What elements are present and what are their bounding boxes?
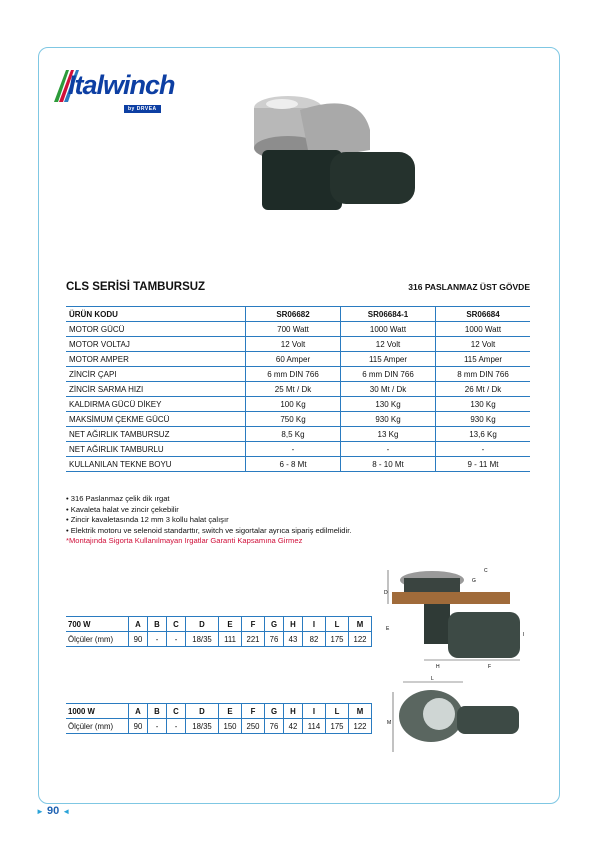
spec-value: 6 mm DIN 766 xyxy=(341,367,436,382)
brand-name: Italwinch xyxy=(68,70,175,100)
spec-value: 30 Mt / Dk xyxy=(341,382,436,397)
spec-row xyxy=(66,382,530,397)
dim-value: 250 xyxy=(242,719,265,734)
dim-label-m: M xyxy=(387,720,392,726)
dim-label-g: G xyxy=(472,578,476,584)
spec-label: KULLANILAN TEKNE BOYU xyxy=(66,457,246,472)
dim-header-cell: D xyxy=(186,617,219,632)
spec-value: 60 Amper xyxy=(246,352,341,367)
dim-header-cell: B xyxy=(148,704,167,719)
dim-header-cell: H xyxy=(284,617,303,632)
spec-value: 8 mm DIN 766 xyxy=(436,367,531,382)
dim-header-cell: M xyxy=(349,704,372,719)
spec-label: NET AĞIRLIK TAMBURLU xyxy=(66,442,246,457)
spec-row xyxy=(66,397,530,412)
spec-value: 1000 Watt xyxy=(436,322,531,337)
spec-row xyxy=(66,427,530,442)
dim-value: 150 xyxy=(219,719,242,734)
spec-header-cell: SR06684 xyxy=(436,307,531,322)
dim-header-cell: M xyxy=(349,617,372,632)
dim-header-cell: C xyxy=(167,704,186,719)
dim-header-row xyxy=(66,704,372,719)
dim-header-cell: A xyxy=(129,704,148,719)
page-title: CLS SERİSİ TAMBURSUZ xyxy=(66,281,206,293)
dim-label: Ölçüler (mm) xyxy=(66,719,129,734)
dim-header-row xyxy=(66,617,372,632)
dim-value: 90 xyxy=(129,632,148,647)
dim-header-cell: I xyxy=(303,617,326,632)
spec-row xyxy=(66,412,530,427)
spec-row xyxy=(66,352,530,367)
dim-value: - xyxy=(148,719,167,734)
spec-table xyxy=(66,306,530,472)
spec-value: 130 Kg xyxy=(341,397,436,412)
spec-value: 6 mm DIN 766 xyxy=(246,367,341,382)
dim-value: - xyxy=(148,632,167,647)
warning-note: *Montajında Sigorta Kullanılmayan Irgatlar Garanti Kapsamına Girmez xyxy=(66,536,303,546)
spec-value: 13,6 Kg xyxy=(436,427,531,442)
dim-value: 90 xyxy=(129,719,148,734)
spec-header-cell: SR06684-1 xyxy=(341,307,436,322)
dim-label: Ölçüler (mm) xyxy=(66,632,129,647)
feature-notes xyxy=(66,494,351,547)
dim-value-row xyxy=(66,719,372,734)
spec-value: 130 Kg xyxy=(436,397,531,412)
spec-value: 9 - 11 Mt xyxy=(436,457,531,472)
spec-value: 6 - 8 Mt xyxy=(246,457,341,472)
side-view-drawing xyxy=(380,560,530,675)
dim-header-cell: F xyxy=(242,704,265,719)
note-item: • 316 Paslanmaz çelik dik ırgat xyxy=(66,494,170,503)
dim-value: 175 xyxy=(326,632,349,647)
spec-row xyxy=(66,457,530,472)
dim-value: 76 xyxy=(265,719,284,734)
windlass-photo xyxy=(240,80,420,240)
arrow-right-icon: ► xyxy=(36,807,44,816)
dim-table-1000w xyxy=(66,703,372,734)
spec-label: MOTOR AMPER xyxy=(66,352,246,367)
dim-label-d: D xyxy=(384,590,388,596)
dim-label-e: E xyxy=(386,626,390,632)
spec-row xyxy=(66,367,530,382)
dim-label-h: H xyxy=(436,664,440,670)
spec-value: - xyxy=(341,442,436,457)
dim-value: 122 xyxy=(349,719,372,734)
spec-label: MOTOR GÜCÜ xyxy=(66,322,246,337)
spec-header-cell: ÜRÜN KODU xyxy=(66,307,246,322)
dim-value: 43 xyxy=(284,632,303,647)
spec-value: 115 Amper xyxy=(436,352,531,367)
spec-value: 115 Amper xyxy=(341,352,436,367)
dim-header-cell: F xyxy=(242,617,265,632)
spec-label: MOTOR VOLTAJ xyxy=(66,337,246,352)
dim-header-cell: C xyxy=(167,617,186,632)
note-item: • Zincir kavaletasında 12 mm 3 kollu halat çalışır xyxy=(66,515,229,525)
note-item: • Elektrik motoru ve selenoid standarttır, switch ve sigortalar ayrıca sipariş edilmelidir. xyxy=(66,525,352,535)
spec-label: ZİNCİR SARMA HIZI xyxy=(66,382,246,397)
spec-value: 12 Volt xyxy=(436,337,531,352)
spec-label: ZİNCİR ÇAPI xyxy=(66,367,246,382)
dim-value: 76 xyxy=(265,632,284,647)
spec-value: 8 - 10 Mt xyxy=(341,457,436,472)
spec-value: 26 Mt / Dk xyxy=(436,382,531,397)
spec-label: NET AĞIRLIK TAMBURSUZ xyxy=(66,427,246,442)
spec-row xyxy=(66,322,530,337)
dim-label-c: C xyxy=(484,568,488,574)
dim-header-cell: A xyxy=(129,617,148,632)
spec-header-row xyxy=(66,307,530,322)
dim-value: - xyxy=(167,632,186,647)
spec-value: 700 Watt xyxy=(246,322,341,337)
dim-header-cell: I xyxy=(303,704,326,719)
spec-value: 25 Mt / Dk xyxy=(246,382,341,397)
dim-value: 221 xyxy=(242,632,265,647)
dim-value: 111 xyxy=(219,632,242,647)
page-number-text: 90 xyxy=(46,805,60,817)
dim-value: 18/35 xyxy=(186,719,219,734)
spec-value: - xyxy=(436,442,531,457)
dim-value: 122 xyxy=(349,632,372,647)
dim-header-cell: L xyxy=(326,704,349,719)
spec-value: 1000 Watt xyxy=(341,322,436,337)
dim-label-l: L xyxy=(431,676,434,682)
dim-label-f: F xyxy=(488,664,492,670)
spec-value: 100 Kg xyxy=(246,397,341,412)
spec-value: 12 Volt xyxy=(341,337,436,352)
dim-header-cell: E xyxy=(219,617,242,632)
dim-value-row xyxy=(66,632,372,647)
dim-header-cell: 700 W xyxy=(66,617,129,632)
note-item: • Kavaleta halat ve zincir çekebilir xyxy=(66,504,179,514)
spec-value: 930 Kg xyxy=(341,412,436,427)
dim-table-700w xyxy=(66,616,372,647)
page-subtitle: 316 PASLANMAZ ÜST GÖVDE xyxy=(408,282,530,292)
dim-value: 114 xyxy=(303,719,326,734)
spec-value: 13 Kg xyxy=(341,427,436,442)
top-view-drawing xyxy=(383,672,533,762)
arrow-left-icon: ◄ xyxy=(62,807,71,816)
dim-value: 175 xyxy=(326,719,349,734)
spec-value: 930 Kg xyxy=(436,412,531,427)
dim-value: 18/35 xyxy=(186,632,219,647)
dim-value: 42 xyxy=(284,719,303,734)
spec-label: MAKSİMUM ÇEKME GÜCÜ xyxy=(66,412,246,427)
spec-value: 8,5 Kg xyxy=(246,427,341,442)
dim-header-cell: H xyxy=(284,704,303,719)
dim-value: 82 xyxy=(303,632,326,647)
page-number xyxy=(36,805,70,817)
dim-header-cell: L xyxy=(326,617,349,632)
spec-value: - xyxy=(246,442,341,457)
spec-header-cell: SR06682 xyxy=(246,307,341,322)
spec-row xyxy=(66,442,530,457)
brand-sub: by DRVEA xyxy=(124,105,161,113)
dim-header-cell: 1000 W xyxy=(66,704,129,719)
dim-header-cell: B xyxy=(148,617,167,632)
spec-label: KALDIRMA GÜCÜ DİKEY xyxy=(66,397,246,412)
dim-value: - xyxy=(167,719,186,734)
dim-header-cell: G xyxy=(265,704,284,719)
dim-header-cell: D xyxy=(186,704,219,719)
dim-label-i: I xyxy=(523,632,525,638)
dim-header-cell: E xyxy=(219,704,242,719)
spec-row xyxy=(66,337,530,352)
spec-value: 750 Kg xyxy=(246,412,341,427)
dim-header-cell: G xyxy=(265,617,284,632)
spec-value: 12 Volt xyxy=(246,337,341,352)
